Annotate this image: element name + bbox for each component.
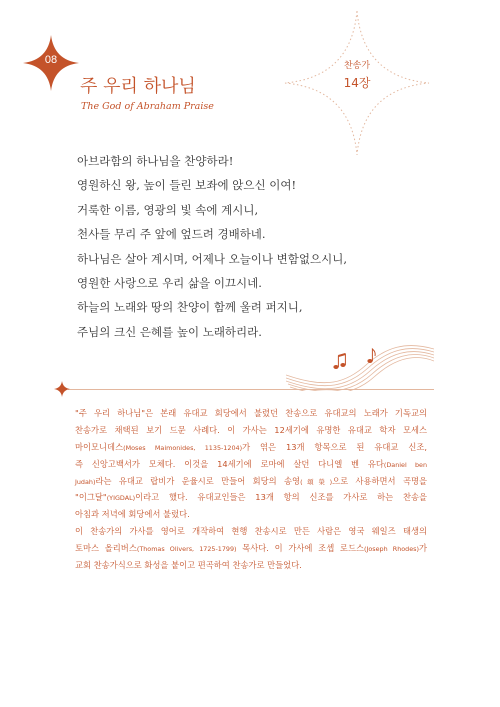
commentary-line	[75, 540, 427, 557]
commentary-text: 마이모니데스	[75, 441, 124, 452]
commentary-line	[75, 473, 427, 490]
page-subtitle: The God of Abraham Praise	[81, 101, 214, 112]
music-note-icon	[333, 354, 345, 369]
commentary-note: (Moses Maimonides, 1135-1204)	[123, 443, 243, 452]
lyric-line: 천사들 무리 주 앞에 엎드려 경배하네.	[77, 227, 266, 242]
lyric-line: 거룩한 이름, 영광의 빛 속에 계시니,	[77, 202, 259, 217]
commentary-text: 교회 찬송가식으로 화성을 붙이고 편곡하여 찬송가로 만들었다.	[75, 560, 302, 571]
commentary-text: "이그달"	[75, 492, 107, 503]
commentary-text: 가	[418, 543, 427, 554]
sparkle-icon	[54, 381, 70, 397]
lyric-line: 영원하신 왕, 높이 들린 보좌에 앉으신 이여!	[77, 178, 297, 193]
commentary-line	[75, 489, 427, 506]
lyric-line: 주님의 크신 은혜를 높이 노래하리라.	[77, 324, 262, 339]
chapter-number: 08	[44, 54, 58, 66]
commentary-text: 이라고 했다. 유대교인들은 13개 항의 신조를 가사로 하는 찬송을	[135, 492, 427, 503]
music-staff-decoration	[286, 337, 434, 391]
commentary-line	[75, 405, 427, 422]
commentary-text: 아침과 저녁에 회당에서 불렀다.	[75, 509, 190, 520]
commentary-line	[75, 557, 427, 574]
divider-line	[68, 389, 434, 390]
commentary-text: 즉 신앙고백서가 모체다. 이것을 14세기에 로마에 살던 다니엘 벤 유다	[75, 458, 384, 469]
commentary-line	[75, 439, 427, 456]
commentary-line	[75, 422, 427, 439]
commentary-text: 가 엮은 13개 항목으로 된 유대교 신조,	[242, 441, 427, 452]
lyric-line: 하늘의 노래와 땅의 찬양이 함께 울려 퍼지니,	[77, 300, 303, 315]
hymn-label: 찬송가	[343, 61, 371, 71]
commentary-note: Judah)	[75, 477, 96, 486]
hymn-number: 14장	[343, 76, 371, 90]
lyric-line: 아브라함의 하나님을 찬양하라!	[77, 154, 234, 168]
commentary-text: 토마스 올리버스	[75, 543, 137, 554]
page-title: 주 우리 하나님	[80, 76, 196, 97]
lyrics-block	[77, 149, 347, 344]
commentary-line	[75, 456, 427, 473]
commentary-text: 목사다. 이 가사에 조셉 로드스	[236, 543, 364, 554]
commentary-text: 찬송가로 채택된 보기 드문 사례다. 이 가사는 12세기에 유명한 유대교 학자 모세스	[75, 424, 427, 435]
commentary-note: (YIGDAL)	[106, 494, 136, 503]
lyric-line: 영원한 사랑으로 우리 삶을 이끄시네.	[77, 275, 262, 290]
commentary-text: 라는 유대교 랍비가 운율시로 만들어 회당의 송영	[95, 475, 301, 486]
commentary-note: (Thomas Olivers, 1725-1799)	[136, 545, 237, 554]
commentary-note: (Joseph Rhodes)	[363, 545, 419, 554]
commentary-line	[75, 506, 427, 523]
commentary-text: 으로 사용하면서 곡명을	[332, 475, 427, 486]
commentary-block	[75, 405, 427, 574]
commentary-note: (Daniel ben	[383, 460, 427, 469]
commentary-text: 이 찬송가의 가사를 영어로 개작하여 현행 찬송시로 만든 사람은 영국 웨일즈 태생의	[75, 526, 427, 537]
commentary-note: (頌榮)	[300, 477, 333, 486]
music-note-icon	[367, 349, 375, 363]
chapter-badge	[23, 35, 79, 91]
commentary-line	[75, 523, 427, 540]
commentary-text: "주 우리 하나님"은 본래 유대교 회당에서 불렸던 찬송으로 유대교의 노래가 기독교의	[75, 408, 427, 418]
lyric-line: 하나님은 살아 계시며, 어제나 오늘이나 변함없으시니,	[77, 251, 347, 266]
